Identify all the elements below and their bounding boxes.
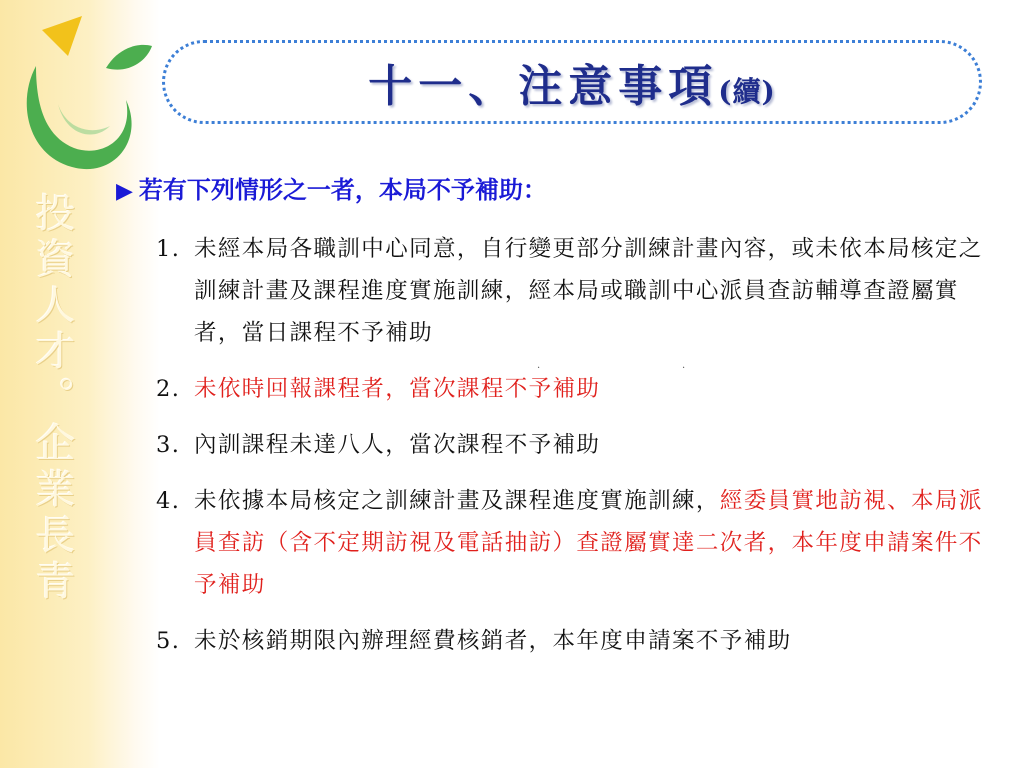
title-frame [162,40,982,124]
item-text [194,368,986,410]
page-title-main: 十一、注意事項 [368,61,719,112]
sidebar-slogan: 投資人才。企業長青 [29,192,75,606]
lead-heading [116,170,986,211]
item-text-normal: 未於核銷期限內辦理經費核銷者，本年度申請案不予補助 [194,628,792,654]
logo-icon [6,8,156,188]
page-title [368,50,776,114]
item-text [194,228,986,354]
item-text [194,620,986,662]
item-number: 1. [156,236,181,262]
item-text [194,480,986,606]
stray-dot: . [682,360,686,371]
conditions-list [156,228,986,676]
item-text-normal: 未經本局各職訓中心同意，自行變更部分訓練計畫內容，或未依本局核定之訓練計畫及課程進度實施訓練，經本局或職訓中心派員查訪輔導查證屬實者，當日課程不予補助 [194,236,983,346]
item-text-normal: 未依據本局核定之訓練計畫及課程進度實施訓練， [194,488,720,514]
item-number: 4. [156,488,181,514]
item-text-highlight: 經委員實地訪視、本局派員查訪（含不定期訪視及電話抽訪）查證屬實達二次者，本年度申請案件不予補助 [194,488,983,598]
item-text-highlight: 未依時回報課程者，當次課程不予補助 [194,376,601,402]
stray-dot: . [537,360,541,371]
item-number: 3. [156,432,181,458]
list-item [156,368,986,410]
lead-text: 若有下列情形之一者，本局不予補助： [138,175,547,204]
list-item [156,620,986,662]
item-number: 5. [156,628,181,654]
page-title-suffix: (續) [718,75,776,108]
item-number: 2. [156,376,181,402]
item-text-normal: 內訓課程未達八人，當次課程不予補助 [194,432,601,458]
list-item [156,480,986,606]
item-text [194,424,986,466]
triangle-bullet-icon: ▶ [116,178,133,204]
list-item [156,228,986,354]
list-item [156,424,986,466]
